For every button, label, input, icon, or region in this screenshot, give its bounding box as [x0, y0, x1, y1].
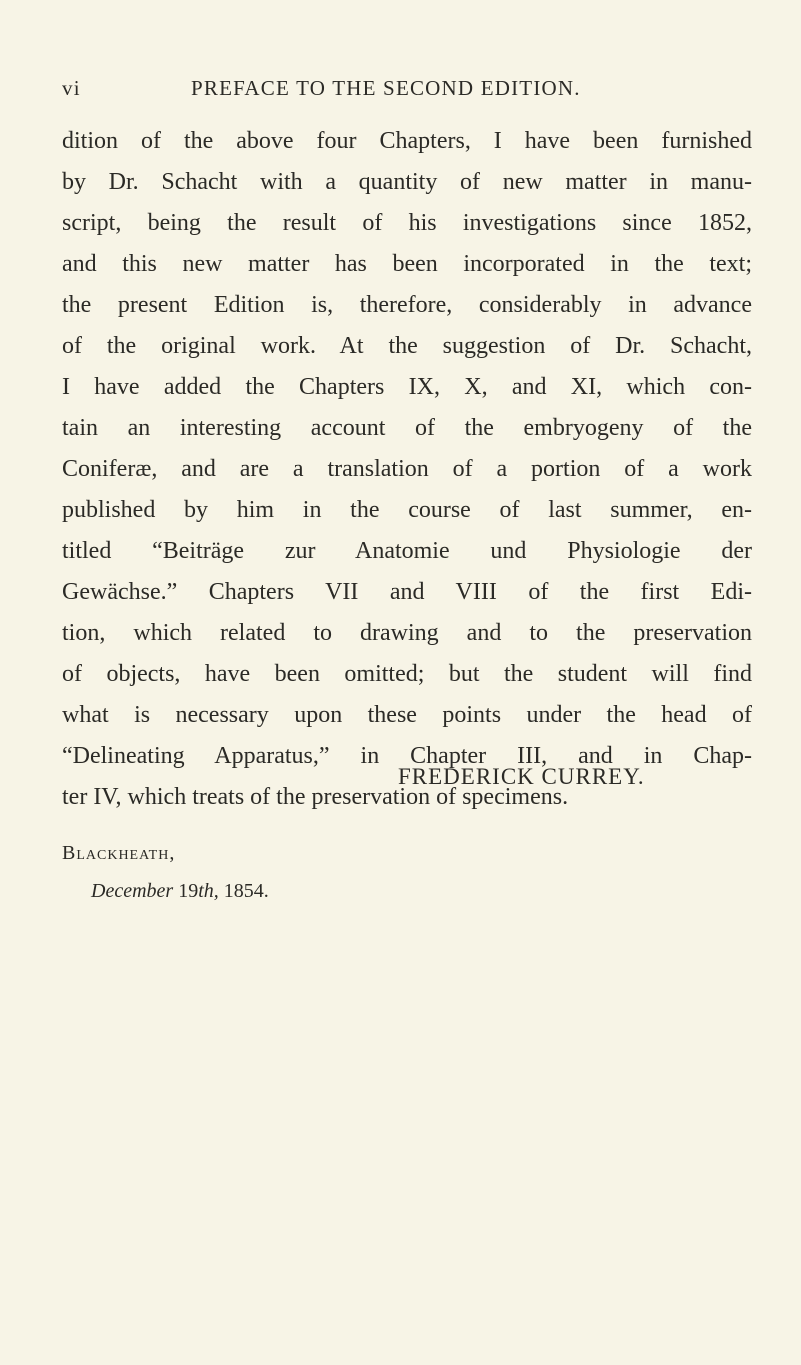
dateline-day: 19 [178, 880, 199, 902]
text-line: script, being the result of his investigations since 1852, [62, 210, 752, 236]
text-line: “Delineating Apparatus,” in Chapter III, and in Chap- [62, 743, 752, 769]
page-number: vi [62, 76, 81, 100]
text-line: of objects, have been omitted; but the student will find [62, 661, 752, 687]
text-line: of the original work. At the suggestion of Dr. Schacht, [62, 333, 752, 359]
text-line: titled “Beiträge zur Anatomie und Physiologie der [62, 538, 752, 564]
preface-body-text [62, 121, 752, 818]
text-line: the present Edition is, therefore, considerably in advance [62, 292, 752, 318]
text-line: by Dr. Schacht with a quantity of new matter in manu- [62, 169, 752, 195]
text-line: Gewächse.” Chapters VII and VIII of the first Edi- [62, 579, 752, 605]
text-line: published by him in the course of last summer, en- [62, 497, 752, 523]
text-line: and this new matter has been incorporated in the text; [62, 251, 752, 277]
dateline-place: Blackheath, [62, 842, 176, 864]
text-line: tain an interesting account of the embryogeny of the [62, 415, 752, 441]
dateline-date [91, 880, 269, 903]
dateline-ordinal: th, [198, 880, 219, 902]
text-line: tion, which related to drawing and to the preservation [62, 620, 752, 646]
text-line: what is necessary upon these points under the head of [62, 702, 752, 728]
text-line: dition of the above four Chapters, I have been furnished [62, 128, 752, 154]
author-signature: FREDERICK CURREY. [398, 764, 645, 789]
dateline-month: December [91, 880, 174, 902]
text-line: Coniferæ, and are a translation of a portion of a work [62, 456, 752, 482]
text-line: I have added the Chapters IX, X, and XI, which con- [62, 374, 752, 400]
text-line: ter IV, which treats of the preservation of specimens. [62, 784, 569, 810]
running-head [62, 76, 752, 106]
running-head-title: PREFACE TO THE SECOND EDITION. [191, 76, 581, 100]
dateline-year: 1854. [223, 880, 269, 902]
